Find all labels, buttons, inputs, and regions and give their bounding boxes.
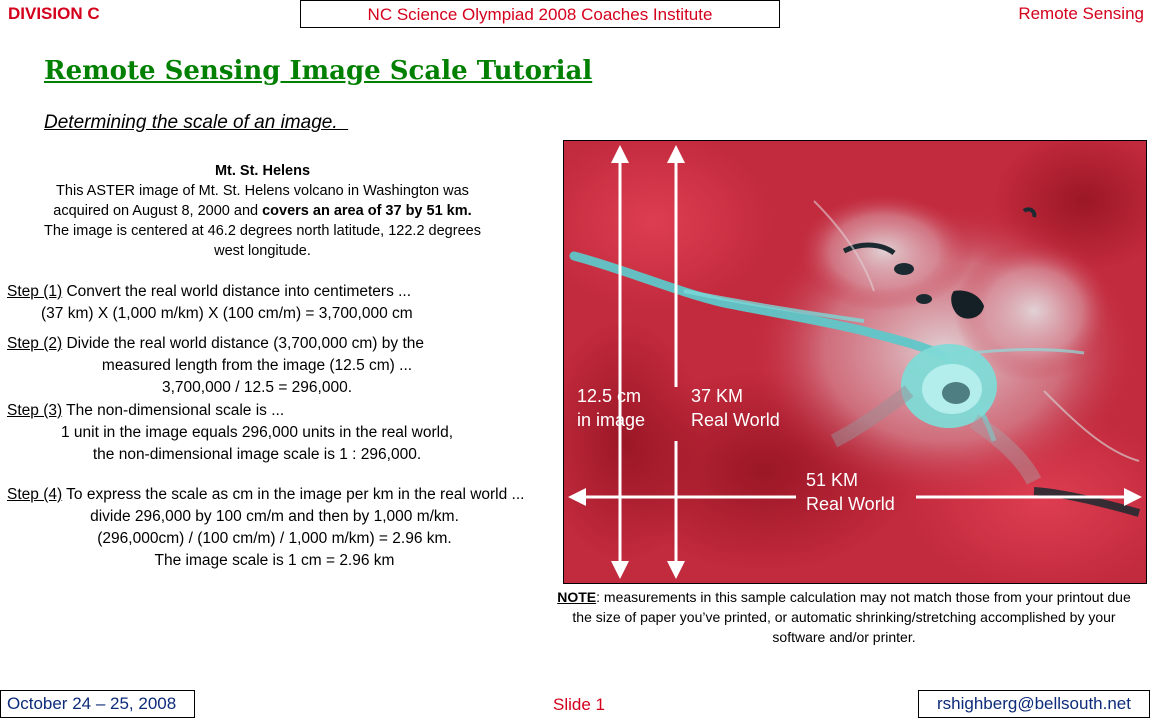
slide-subtitle: Determining the scale of an image. [44, 112, 349, 133]
label-51km-line1: 51 KM [806, 470, 859, 490]
caption-title: Mt. St. Helens [214, 163, 311, 179]
label-51km-line2: Real World [806, 494, 895, 514]
event-title-box: NC Science Olympiad 2008 Coaches Institute [300, 0, 780, 28]
label-image-distance [577, 384, 645, 432]
caption-text-bold: covers an area of 37 by 51 km. [262, 203, 472, 219]
label-51km [806, 468, 895, 516]
step-4-label: Step (4) [7, 486, 63, 503]
label-37km [691, 384, 780, 432]
step-1-line2: (37 km) X (1,000 m/km) X (100 cm/m) = 3,700,000 cm [41, 305, 413, 322]
step-3 [7, 400, 507, 466]
step-4-line3: (296,000cm) / (100 cm/m) / 1,000 m/km) = 2.96 km. [97, 530, 452, 547]
date-box: October 24 – 25, 2008 [0, 690, 195, 718]
caption-text-a: This ASTER image of Mt. St. Helens volcano in Washington was acquired on August 8, 2000 and [53, 183, 469, 219]
satellite-image [563, 140, 1147, 584]
division-label: DIVISION C [8, 4, 100, 23]
step-4-line2: divide 296,000 by 100 cm/m and then by 1,000 m/km. [90, 508, 459, 525]
contact-email-box: rshighberg@bellsouth.net [918, 690, 1150, 718]
label-37km-line2: Real World [691, 410, 780, 430]
step-3-label: Step (3) [7, 402, 63, 419]
step-3-line2: 1 unit in the image equals 296,000 units in the real world, [60, 424, 454, 441]
label-37km-line1: 37 KM [691, 386, 744, 406]
topic-label: Remote Sensing [1018, 4, 1144, 23]
slide-title: Remote Sensing Image Scale Tutorial [44, 56, 593, 86]
step-2-label: Step (2) [7, 335, 63, 352]
step-2 [7, 333, 507, 399]
step-2-line1: Divide the real world distance (3,700,000 cm) by the [62, 335, 424, 352]
false-color-terrain [564, 141, 1146, 583]
step-1 [7, 281, 547, 325]
label-image-line1: 12.5 cm [577, 386, 642, 406]
step-4 [7, 484, 542, 572]
note-label: NOTE [557, 589, 597, 605]
label-image-line2: in image [577, 410, 646, 430]
step-2-line2: measured length from the image (12.5 cm) ... [101, 357, 413, 374]
step-4-line1: To express the scale as cm in the image per km in the real world ... [62, 486, 525, 503]
image-caption [40, 161, 485, 261]
slide-number: Slide 1 [553, 695, 605, 714]
step-3-line3: the non-dimensional image scale is 1 : 296,000. [92, 446, 422, 463]
caption-text-b: The image is centered at 46.2 degrees north latitude, 122.2 degrees west longitude. [44, 223, 481, 259]
note-text: : measurements in this sample calculation may not match those from your printout due the size of paper you’ve printed, or automatic shrinking/stretching accomplished by your software and/or printer. [572, 589, 1131, 645]
step-4-line4: The image scale is 1 cm = 2.96 km [154, 552, 395, 569]
step-1-label: Step (1) [7, 283, 63, 300]
measurement-note [548, 587, 1140, 647]
step-2-line3: 3,700,000 / 12.5 = 296,000. [161, 379, 353, 396]
step-1-line1: Convert the real world distance into centimeters ... [62, 283, 412, 300]
step-3-line1: The non-dimensional scale is ... [62, 402, 285, 419]
